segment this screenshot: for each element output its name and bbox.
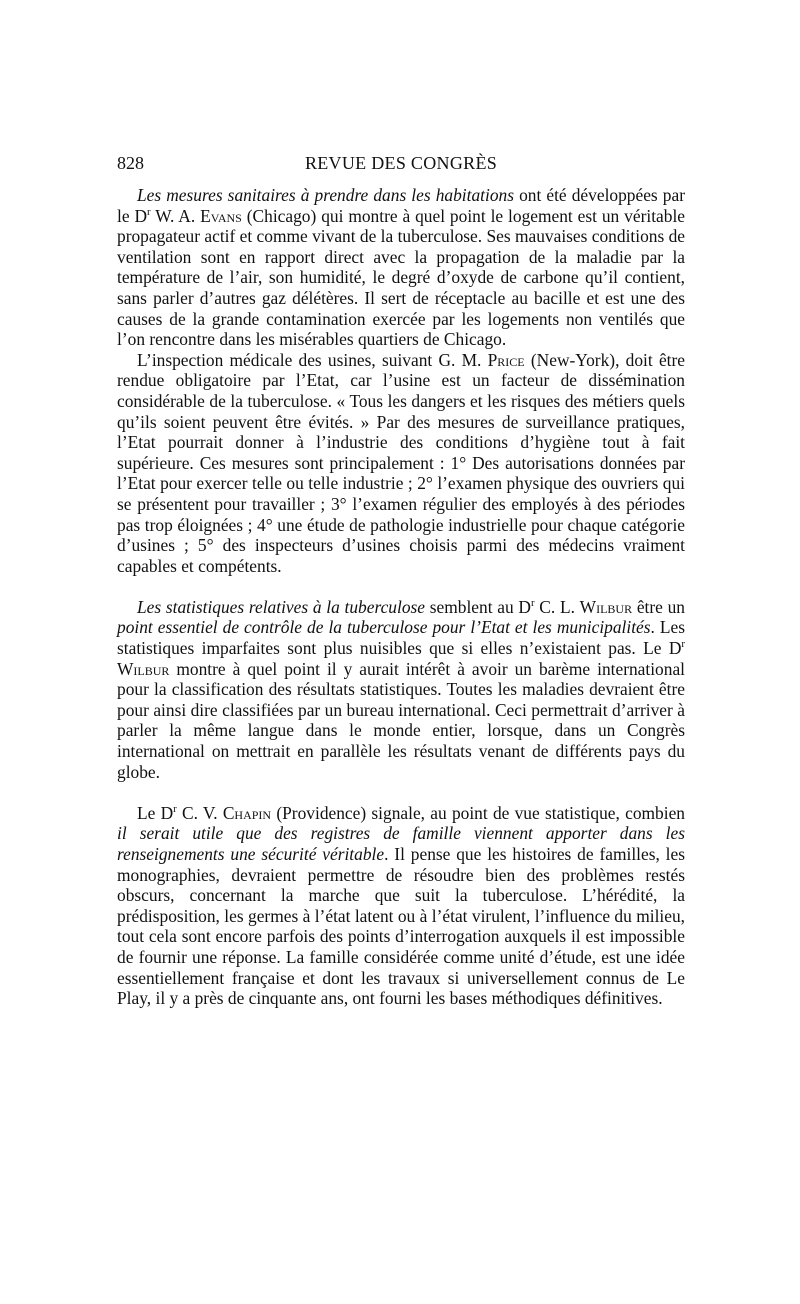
paragraph-factories: L’inspection médicale des usines, suivant G. M. Price (New-York), doit être rendue obligatoire par l’Etat, car l’usine est un facteur de dissémination considérable de la tuberculose. « Tous les dangers et les risques des métiers quels qu’ils soient peuvent être évités. » Par des mesures de surveillance pratiques, l’Etat pourrait donner à l’industrie des conditions d’hygiène tout à fait supérieure. Ces mesures sont principalement : 1° Des autorisations données par l’Etat pour exercer telle ou telle industrie ; 2° l’examen physique des ouvriers qui se présentent pour travailler ; 3° l’examen régulier des employés à des périodes pas trop éloignées ; 4° une étude de pathologie industrielle pour chaque catégorie d’usines ; 5° des inspecteurs d’usines choisis parmi des médecins vraiment capables et compétents. <box>117 349 685 576</box>
housing-heading: Les mesures sanitaires à prendre dans les habitations <box>137 185 514 205</box>
body-text <box>117 185 685 1009</box>
author-evans: Evans <box>200 205 242 226</box>
running-title: REVUE DES CONGRÈS <box>304 153 498 173</box>
paragraph-housing: Les mesures sanitaires à prendre dans les habitations ont été développées par le $D^r$ W. A. Evans (Chicago) qui montre à quel point le logement est un véritable propagateur actif et comme vivant de la tuberculose. Ses mauvaises conditions de ventilation sont en rapport direct avec la propagation de la maladie par la température de l’air, son humidité, le degré d’oxyde de carbone qu’il contient, sans parler d’autres gaz délétères. Il sert de réceptacle au bacille et est une des causes de la grande contamination exercée par les logements non ventilés que l’on rencontre dans les misérables quartiers de Chicago. <box>117 185 685 350</box>
paragraph-family-registers: Le $D^r$ C. V. Chapin (Providence) signale, au point de vue statistique, combien il serait utile que des registres de famille viennent apporter dans les renseignements une sécurité véritable. Il pense que les histoires de familles, les monographies, devraient permettre de résoudre bien des problèmes restés obscurs, concernant la marche que suit la tuberculose. L’hérédité, la prédisposition, les germes à l’état latent ou à l’état virulent, l’influence du milieu, tout cela sont encore parfois des points d’interrogation auxquels il est impossible de fournir une réponse. La famille considérée comme unité d’étude, est une idée essentiellement française et dont les travaux si universellement connus de Le Play, il y a près de cinquante ans, ont fourni les bases méthodiques définitives. <box>117 802 685 1009</box>
statistics-heading: Les statistiques relatives à la tuberculose <box>137 596 426 617</box>
author-chapin: Chapin <box>222 802 272 823</box>
author-price: Price <box>487 349 525 370</box>
page-header <box>117 150 685 176</box>
paragraph-statistics: Les statistiques relatives à la tuberculose semblent au $D^r$ C. L. Wilbur être un point essentiel de contrôle de la tuberculose pour l’Etat et les municipalités. Les statistiques imparfaites sont plus nuisibles que si elles n’existaient pas. Le $D^r$ Wilbur montre à quel point il y aurait intérêt à avoir un barème international pour la classification des résultats statistiques. Toutes les maladies devraient être pour ainsi dire classifiées par un bureau international. Ceci permettrait d’arriver à parler la même langue dans le monde entier, lorsque, dans un Congrès international on mettrait en parallèle les résultats venant de différents pays du globe. <box>117 596 685 782</box>
statistics-emphasis: point essentiel de contrôle de la tuberculose pour l’Etat et les municipalités <box>117 617 651 638</box>
author-wilbur: Wilbur <box>579 596 633 617</box>
page-number: 828 <box>117 153 144 173</box>
author-wilbur-2: Wilbur <box>117 658 170 679</box>
family-registers-emphasis: il serait utile que des registres de famille viennent apporter dans les renseignements une sécurité véritable <box>117 823 685 864</box>
